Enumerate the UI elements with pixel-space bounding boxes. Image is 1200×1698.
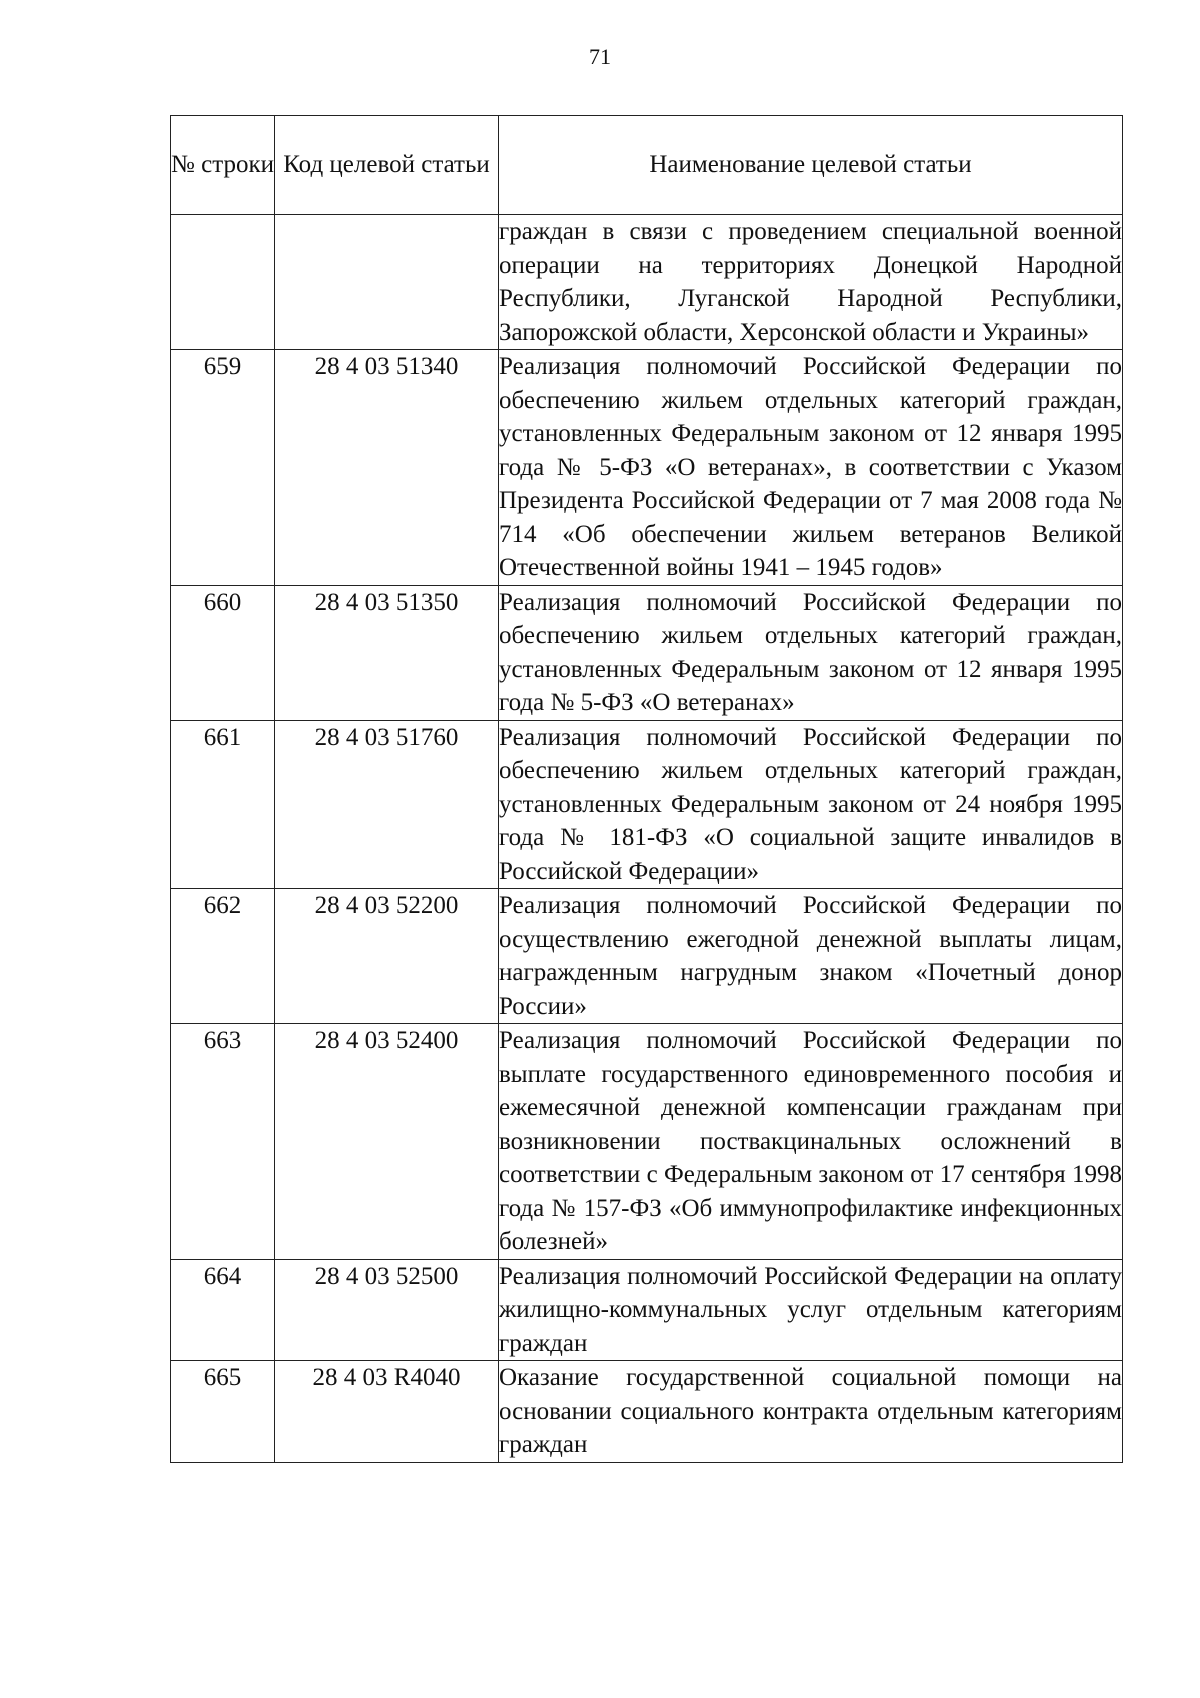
table-header-row (171, 116, 1123, 215)
article-name: граждан в связи с проведением специальной военной операции на территориях Донецкой Народной Республики, Луганской Народной Республики, Запорожской области, Херсонской области и Украины» (499, 215, 1123, 350)
page-number: 71 (589, 44, 611, 69)
article-code (275, 215, 499, 350)
article-name: Реализация полномочий Российской Федерации по обеспечению жильем отдельных категорий граждан, установленных Федеральным законом от 24 ноября 1995 года № 181-ФЗ «О социальной защите инвалидов в Российской Федерации» (499, 720, 1123, 889)
article-code: 28 4 03 51760 (275, 720, 499, 889)
article-code: 28 4 03 52400 (275, 1024, 499, 1260)
row-number: 659 (171, 350, 275, 586)
table-row (171, 720, 1123, 889)
table-row (171, 1259, 1123, 1361)
article-code: 28 4 03 51350 (275, 585, 499, 720)
article-name: Реализация полномочий Российской Федерации по обеспечению жильем отдельных категорий граждан, установленных Федеральным законом от 12 января 1995 года № 5-ФЗ «О ветеранах» (499, 585, 1123, 720)
article-code: 28 4 03 52200 (275, 889, 499, 1024)
header-row-number: № строки (171, 116, 275, 215)
row-number: 663 (171, 1024, 275, 1260)
article-name: Реализация полномочий Российской Федерации на оплату жилищно-коммунальных услуг отдельным категориям граждан (499, 1259, 1123, 1361)
table-row (171, 350, 1123, 586)
row-number (171, 215, 275, 350)
header-article-name: Наименование целевой статьи (499, 116, 1123, 215)
row-number: 665 (171, 1361, 275, 1463)
table-row (171, 585, 1123, 720)
table-row (171, 1024, 1123, 1260)
target-articles-table (170, 115, 1123, 1463)
row-number: 661 (171, 720, 275, 889)
article-name: Реализация полномочий Российской Федерации по выплате государственного единовременного пособия и ежемесячной денежной компенсации гражданам при возникновении поствакцинальных осложнений в соответствии с Федеральным законом от 17 сентября 1998 года № 157-ФЗ «Об иммунопрофилактике инфекционных болезней» (499, 1024, 1123, 1260)
article-code: 28 4 03 52500 (275, 1259, 499, 1361)
row-number: 664 (171, 1259, 275, 1361)
row-number: 660 (171, 585, 275, 720)
row-number: 662 (171, 889, 275, 1024)
table-row (171, 215, 1123, 350)
table-row (171, 1361, 1123, 1463)
article-code: 28 4 03 R4040 (275, 1361, 499, 1463)
header-article-code: Код целевой статьи (275, 116, 499, 215)
article-code: 28 4 03 51340 (275, 350, 499, 586)
article-name: Реализация полномочий Российской Федерации по обеспечению жильем отдельных категорий граждан, установленных Федеральным законом от 12 января 1995 года № 5-ФЗ «О ветеранах», в соответствии с Указом Президента Российской Федерации от 7 мая 2008 года № 714 «Об обеспечении жильем ветеранов Великой Отечественной войны 1941 – 1945 годов» (499, 350, 1123, 586)
article-name: Оказание государственной социальной помощи на основании социального контракта отдельным категориям граждан (499, 1361, 1123, 1463)
article-name: Реализация полномочий Российской Федерации по осуществлению ежегодной денежной выплаты лицам, награжденным нагрудным знаком «Почетный донор России» (499, 889, 1123, 1024)
table-row (171, 889, 1123, 1024)
